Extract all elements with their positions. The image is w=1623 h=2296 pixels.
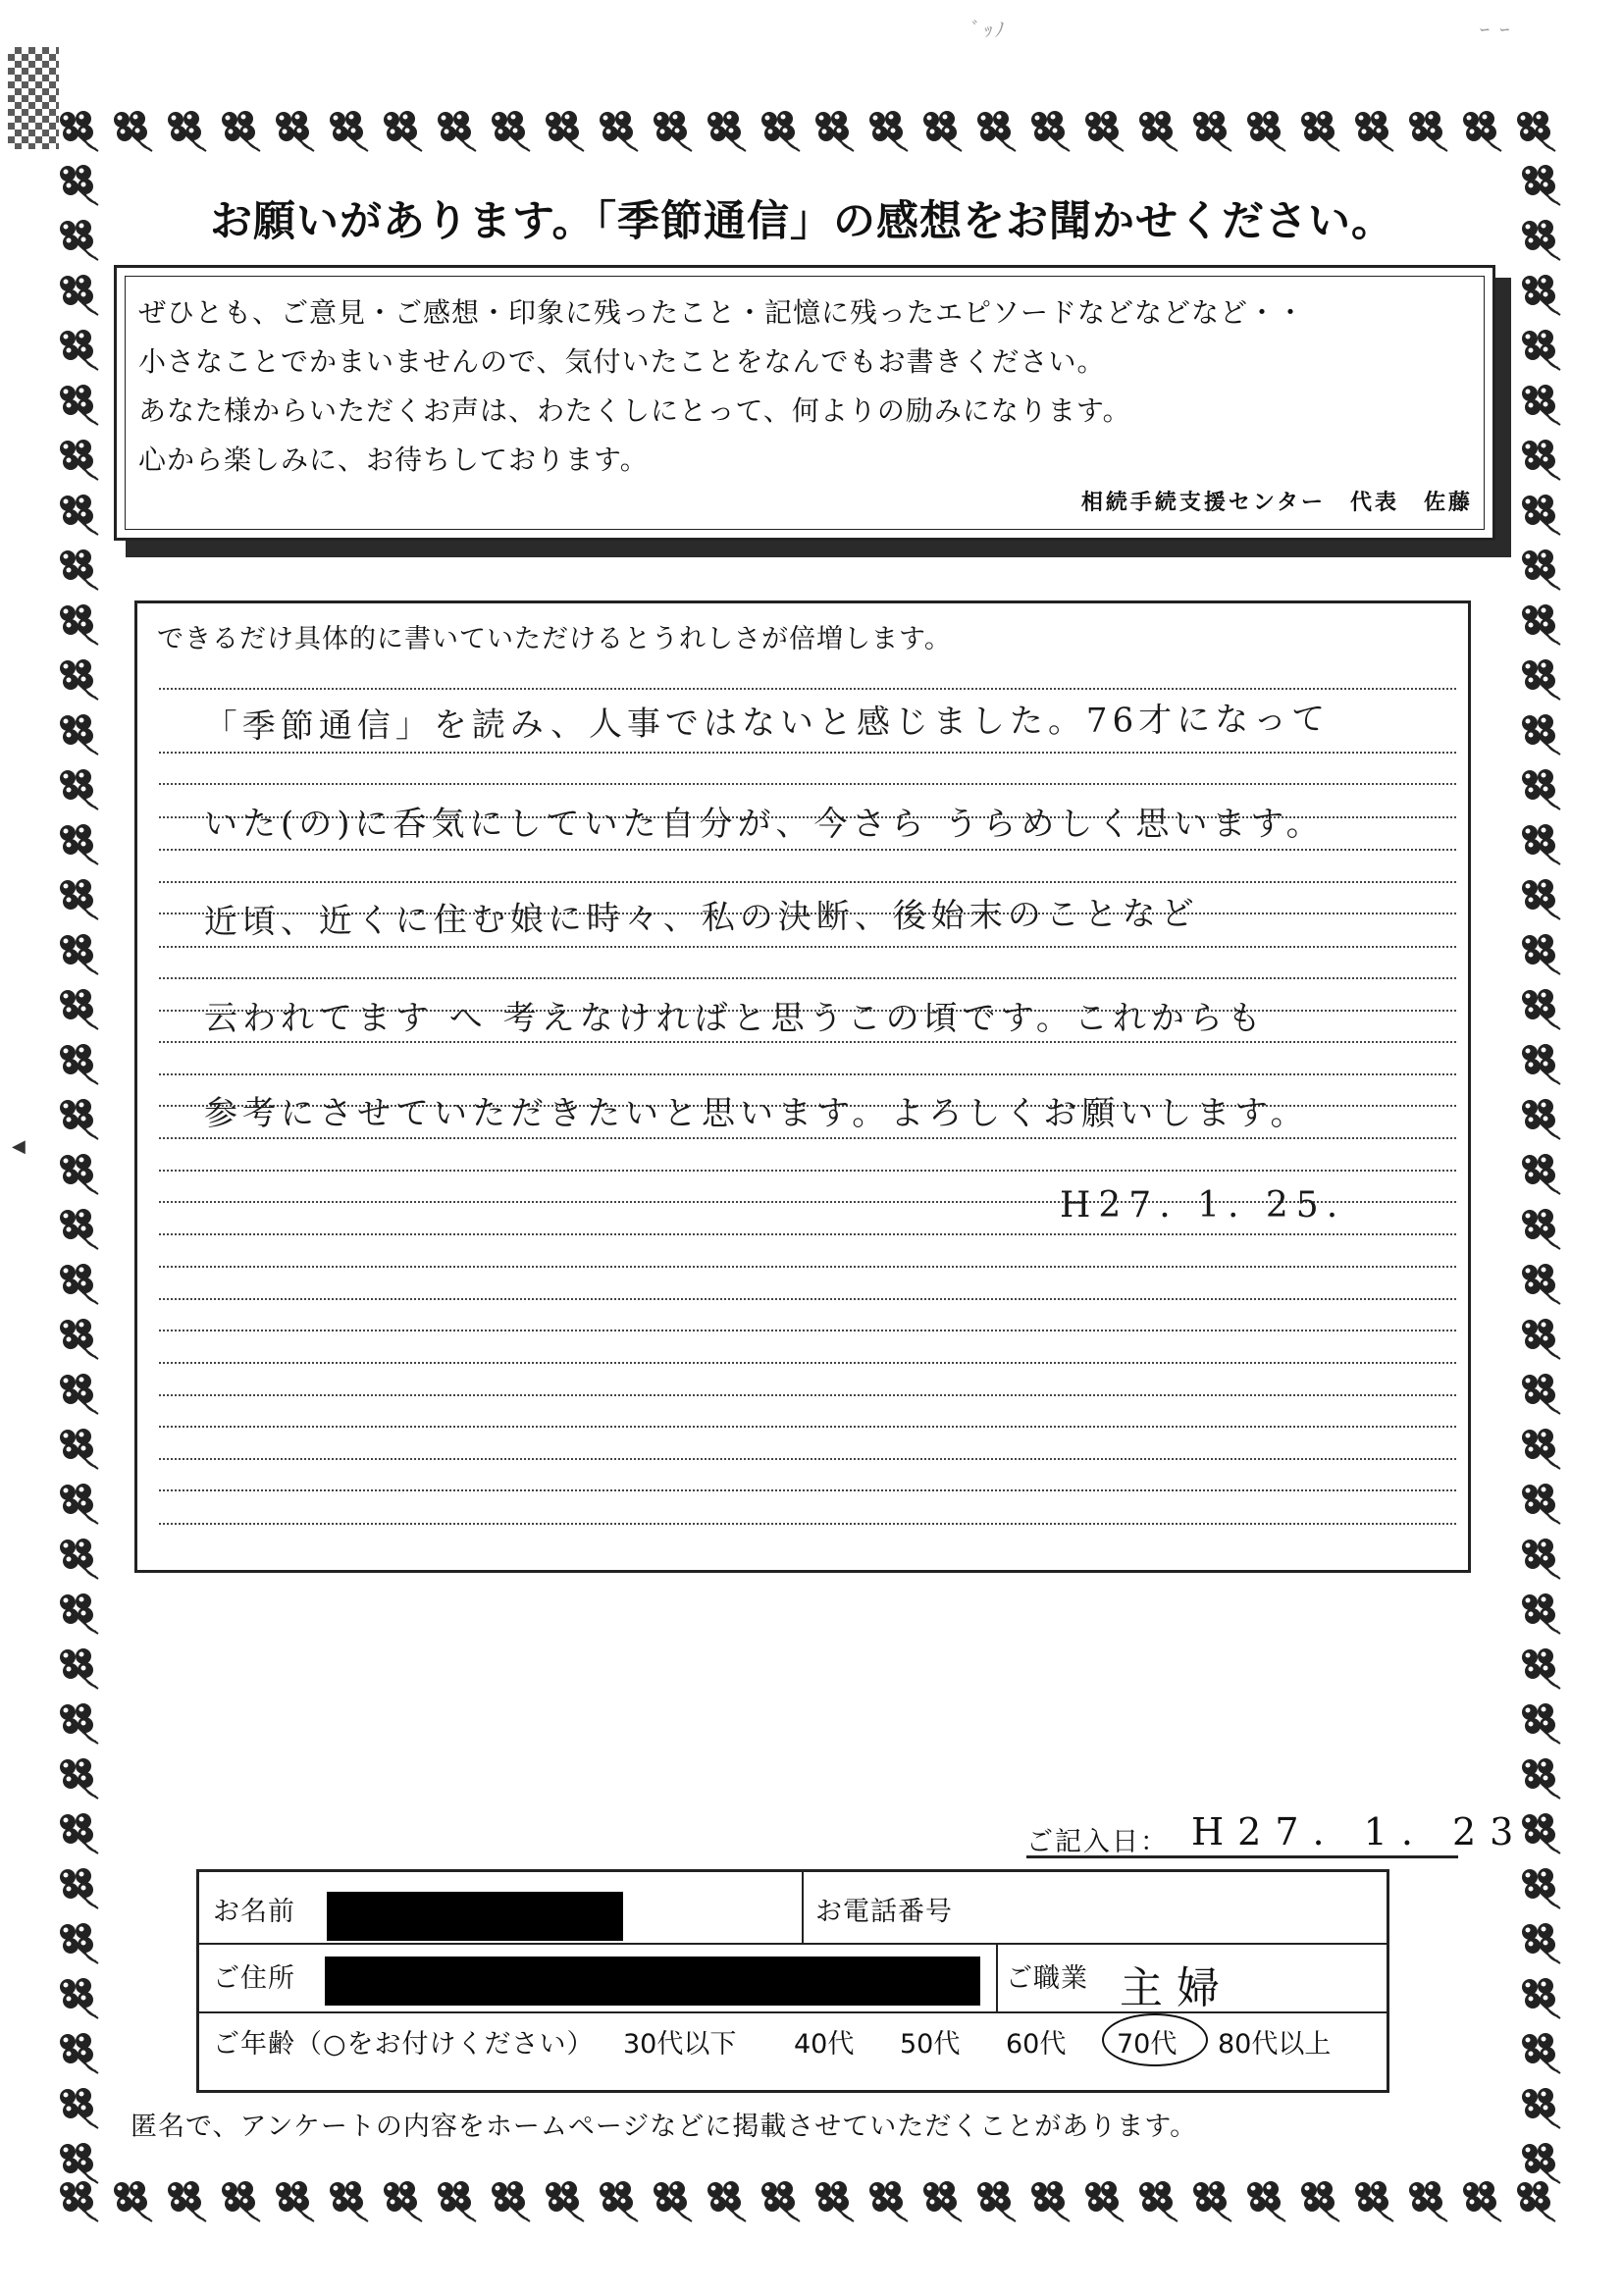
flower-ornament-icon <box>1522 1209 1560 1249</box>
flower-ornament-icon <box>1522 2143 1560 2183</box>
ruled-line <box>159 1233 1456 1235</box>
flower-ornament-icon <box>1522 659 1560 700</box>
flower-ornament-icon <box>1522 1484 1560 1524</box>
flower-ornament-icon <box>60 1044 98 1084</box>
comment-box[interactable] <box>134 600 1471 1573</box>
ruled-line <box>159 1458 1456 1460</box>
flower-ornament-icon <box>492 2181 530 2221</box>
flower-ornament-icon <box>654 2181 692 2221</box>
flower-ornament-icon <box>1522 1374 1560 1414</box>
phone-label: お電話番号 <box>815 1897 953 1927</box>
flower-ornament-icon <box>1522 1648 1560 1689</box>
flower-ornament-icon <box>654 111 692 151</box>
ruled-line <box>159 881 1456 883</box>
flower-ornament-icon <box>1085 2181 1124 2221</box>
ruled-line <box>159 1298 1456 1300</box>
left-triangle-marker-icon: ◀ <box>12 1136 26 1157</box>
flower-ornament-icon <box>60 1319 98 1359</box>
flower-ornament-icon <box>1522 1593 1560 1634</box>
flower-ornament-icon <box>60 1539 98 1579</box>
age-option[interactable]: 60代 <box>1006 2029 1067 2060</box>
flower-ornament-icon <box>276 2181 314 2221</box>
form-divider <box>996 1943 998 2011</box>
flower-ornament-icon <box>60 1209 98 1249</box>
flower-ornament-icon <box>977 111 1016 151</box>
age-option[interactable]: 40代 <box>794 2029 855 2060</box>
flower-ornament-icon <box>1247 2181 1285 2221</box>
flower-ornament-icon <box>977 2181 1016 2221</box>
flower-ornament-icon <box>869 2181 908 2221</box>
form-divider <box>802 1872 804 1943</box>
flower-ornament-icon <box>1409 111 1447 151</box>
ruled-line <box>159 1523 1456 1525</box>
flower-ornament-icon <box>384 111 422 151</box>
flower-ornament-icon <box>60 1978 98 2018</box>
flower-ornament-icon <box>60 440 98 480</box>
flower-ornament-icon <box>60 1264 98 1304</box>
intro-line: 小さなことでかまいませんので、気付いたことをなんでもお書きください。 <box>138 345 1106 378</box>
flower-ornament-icon <box>1522 1703 1560 1744</box>
flower-ornament-icon <box>222 2181 260 2221</box>
flower-ornament-icon <box>1517 111 1555 151</box>
handwritten-line: 「季節通信」を読み、人事ではないと感じました。76才になって <box>203 699 1331 747</box>
flower-ornament-icon <box>60 1703 98 1744</box>
handwritten-date: H27. 1. 25. <box>1060 1185 1346 1226</box>
age-label: ご年齢（○をお付けください） <box>213 2029 595 2060</box>
flower-ornament-icon <box>1522 2033 1560 2073</box>
flower-ornament-icon <box>60 220 98 260</box>
flower-ornament-icon <box>815 2181 854 2221</box>
intro-line: ぜひとも、ご意見・ご感想・印象に残ったこと・記憶に残ったエピソードなどなどなど・・ <box>138 296 1306 329</box>
flower-ornament-icon <box>330 2181 368 2221</box>
flower-ornament-icon <box>1522 934 1560 974</box>
flower-ornament-icon <box>546 111 584 151</box>
ruled-line <box>159 688 1456 690</box>
ruled-line <box>159 1137 1456 1139</box>
flower-ornament-icon <box>60 769 98 809</box>
address-label: ご住所 <box>213 1963 295 1994</box>
flower-ornament-icon <box>60 111 98 151</box>
flower-ornament-icon <box>1355 2181 1393 2221</box>
flower-ornament-icon <box>60 1648 98 1689</box>
flower-ornament-icon <box>60 1868 98 1908</box>
flower-ornament-icon <box>60 824 98 864</box>
entry-date-field[interactable] <box>1026 1810 1528 1858</box>
flower-ornament-icon <box>1522 275 1560 315</box>
entry-date-label: ご記入日： <box>1026 1827 1169 1857</box>
name-label: お名前 <box>213 1897 295 1927</box>
flower-ornament-icon <box>1139 2181 1178 2221</box>
flower-ornament-icon <box>1522 1264 1560 1304</box>
flower-ornament-icon <box>60 385 98 425</box>
flower-ornament-icon <box>1139 111 1178 151</box>
ruled-line <box>159 1170 1456 1172</box>
age-option[interactable]: 50代 <box>900 2029 961 2060</box>
flower-ornament-icon <box>60 1923 98 1963</box>
flower-ornament-icon <box>222 111 260 151</box>
flower-ornament-icon <box>1522 2088 1560 2128</box>
flower-ornament-icon <box>384 2181 422 2221</box>
ruled-line <box>159 1426 1456 1428</box>
flower-ornament-icon <box>60 330 98 370</box>
flower-ornament-icon <box>60 165 98 205</box>
flower-ornament-icon <box>1522 1978 1560 2018</box>
intro-box <box>114 265 1495 541</box>
flower-ornament-icon <box>1522 769 1560 809</box>
flower-ornament-icon <box>60 275 98 315</box>
age-option-selected[interactable]: 70代 <box>1117 2029 1178 2060</box>
flower-ornament-icon <box>1522 879 1560 919</box>
flower-ornament-icon <box>761 2181 800 2221</box>
ruled-line <box>159 1394 1456 1396</box>
ruled-line <box>159 783 1456 785</box>
flower-ornament-icon <box>1522 1539 1560 1579</box>
flower-ornament-icon <box>1522 1044 1560 1084</box>
handwritten-line: 参考にさせていただきたいと思います。よろしくお願いします。 <box>204 1094 1309 1133</box>
occupation-value[interactable]: 主婦 <box>1120 1963 1233 2013</box>
flower-ornament-icon <box>60 495 98 535</box>
flower-ornament-icon <box>1522 989 1560 1029</box>
flower-ornament-icon <box>1409 2181 1447 2221</box>
flower-ornament-icon <box>60 549 98 590</box>
handwritten-line: いた(の)に呑気にしていた自分が、今さら うらめしく思います。 <box>204 805 1325 844</box>
footer-note: 匿名で、アンケートの内容をホームページなどに掲載させていただくことがあります。 <box>131 2112 1198 2142</box>
flower-ornament-icon <box>60 989 98 1029</box>
flower-ornament-icon <box>1031 2181 1070 2221</box>
flower-ornament-icon <box>60 1099 98 1139</box>
flower-ornament-icon <box>546 2181 584 2221</box>
age-option[interactable]: 80代以上 <box>1218 2029 1332 2060</box>
flower-ornament-icon <box>60 2181 98 2221</box>
flower-ornament-icon <box>1522 1813 1560 1853</box>
ruled-line <box>159 1489 1456 1491</box>
flower-ornament-icon <box>330 111 368 151</box>
flower-ornament-icon <box>276 111 314 151</box>
flower-ornament-icon <box>60 1593 98 1634</box>
comment-prompt: できるだけ具体的に書いていただけるとうれしさが倍増します。 <box>157 624 952 654</box>
flower-ornament-icon <box>600 111 638 151</box>
flower-ornament-icon <box>923 2181 962 2221</box>
flower-ornament-icon <box>600 2181 638 2221</box>
flower-ornament-icon <box>60 1484 98 1524</box>
flower-ornament-icon <box>60 2088 98 2128</box>
ruled-line <box>159 1330 1456 1331</box>
flower-ornament-icon <box>1085 111 1124 151</box>
flower-ornament-icon <box>1522 330 1560 370</box>
ruled-line <box>159 849 1456 851</box>
flower-ornament-icon <box>1522 440 1560 480</box>
flower-ornament-icon <box>1522 495 1560 535</box>
flower-ornament-icon <box>1193 111 1231 151</box>
flower-ornament-icon <box>60 659 98 700</box>
flower-ornament-icon <box>1522 1319 1560 1359</box>
flower-ornament-icon <box>707 2181 746 2221</box>
flower-ornament-icon <box>1522 1099 1560 1139</box>
flower-ornament-icon <box>60 1813 98 1853</box>
intro-line: あなた様からいただくお声は、わたくしにとって、何よりの励みになります。 <box>138 394 1131 427</box>
flower-ornament-icon <box>168 2181 206 2221</box>
flower-ornament-icon <box>114 2181 152 2221</box>
flower-ornament-icon <box>168 111 206 151</box>
flower-ornament-icon <box>438 2181 476 2221</box>
address-field-redacted[interactable] <box>325 1957 980 2006</box>
flower-ornament-icon <box>1247 111 1285 151</box>
scan-corner-pattern <box>8 47 59 149</box>
scan-artifact-mark: ﾞｯﾉ <box>971 18 1007 41</box>
selected-age-circle <box>1102 2013 1208 2066</box>
flower-ornament-icon <box>707 111 746 151</box>
ruled-line <box>159 752 1456 754</box>
flower-ornament-icon <box>923 111 962 151</box>
flower-ornament-icon <box>60 1429 98 1469</box>
flower-ornament-icon <box>1517 2181 1555 2221</box>
flower-ornament-icon <box>1355 111 1393 151</box>
flower-ornament-icon <box>1522 824 1560 864</box>
flower-ornament-icon <box>1522 1429 1560 1469</box>
occupation-label: ご職業 <box>1006 1963 1088 1994</box>
flower-ornament-icon <box>1522 549 1560 590</box>
flower-ornament-icon <box>60 1154 98 1194</box>
flower-ornament-icon <box>492 111 530 151</box>
flower-ornament-icon <box>1463 2181 1501 2221</box>
form-divider <box>199 1943 1387 1945</box>
flower-ornament-icon <box>1031 111 1070 151</box>
flower-ornament-icon <box>1522 1868 1560 1908</box>
flower-ornament-icon <box>60 1374 98 1414</box>
flower-ornament-icon <box>114 111 152 151</box>
handwritten-line: 云われてます へ 考えなければと思うこの頃です。これからも <box>204 999 1266 1038</box>
flower-ornament-icon <box>60 2033 98 2073</box>
handwritten-line: 近頃、近くに住む娘に時々、私の決断、後始末のことなど <box>203 894 1199 942</box>
flower-ornament-icon <box>1193 2181 1231 2221</box>
flower-ornament-icon <box>761 111 800 151</box>
flower-ornament-icon <box>1522 165 1560 205</box>
flower-ornament-icon <box>815 111 854 151</box>
name-field-redacted[interactable] <box>327 1892 623 1941</box>
age-option[interactable]: 30代以下 <box>623 2029 737 2060</box>
ruled-line <box>159 1041 1456 1043</box>
flower-ornament-icon <box>60 879 98 919</box>
ruled-line <box>159 977 1456 979</box>
flower-ornament-icon <box>1301 2181 1339 2221</box>
intro-line: 心から楽しみに、お待ちしております。 <box>138 444 649 476</box>
ruled-line <box>159 946 1456 948</box>
ruled-line <box>159 1073 1456 1075</box>
flower-ornament-icon <box>1522 1154 1560 1194</box>
flower-ornament-icon <box>1522 220 1560 260</box>
flower-ornament-icon <box>869 111 908 151</box>
flower-ornament-icon <box>1463 111 1501 151</box>
flower-ornament-icon <box>1522 1758 1560 1799</box>
contact-form <box>196 1869 1389 2093</box>
flower-ornament-icon <box>1522 714 1560 755</box>
intro-signature: 相続手続支援センター 代表 佐藤 <box>1080 491 1473 515</box>
flower-ornament-icon <box>60 714 98 755</box>
flower-ornament-icon <box>1301 111 1339 151</box>
flower-ornament-icon <box>60 2143 98 2183</box>
ruled-line <box>159 1266 1456 1268</box>
flower-ornament-icon <box>60 604 98 645</box>
flower-ornament-icon <box>1522 604 1560 645</box>
flower-ornament-icon <box>438 111 476 151</box>
flower-ornament-icon <box>1522 385 1560 425</box>
flower-ornament-icon <box>1522 1923 1560 1963</box>
entry-date-value: H27. 1. 23 <box>1191 1810 1528 1853</box>
ruled-line <box>159 1362 1456 1364</box>
scan-artifact-mark: ｰ ｰ <box>1480 18 1512 41</box>
flower-ornament-icon <box>60 1758 98 1799</box>
page-title: お願いがあります。「季節通信」の感想をお聞かせください。 <box>210 197 1395 246</box>
flower-ornament-icon <box>60 934 98 974</box>
